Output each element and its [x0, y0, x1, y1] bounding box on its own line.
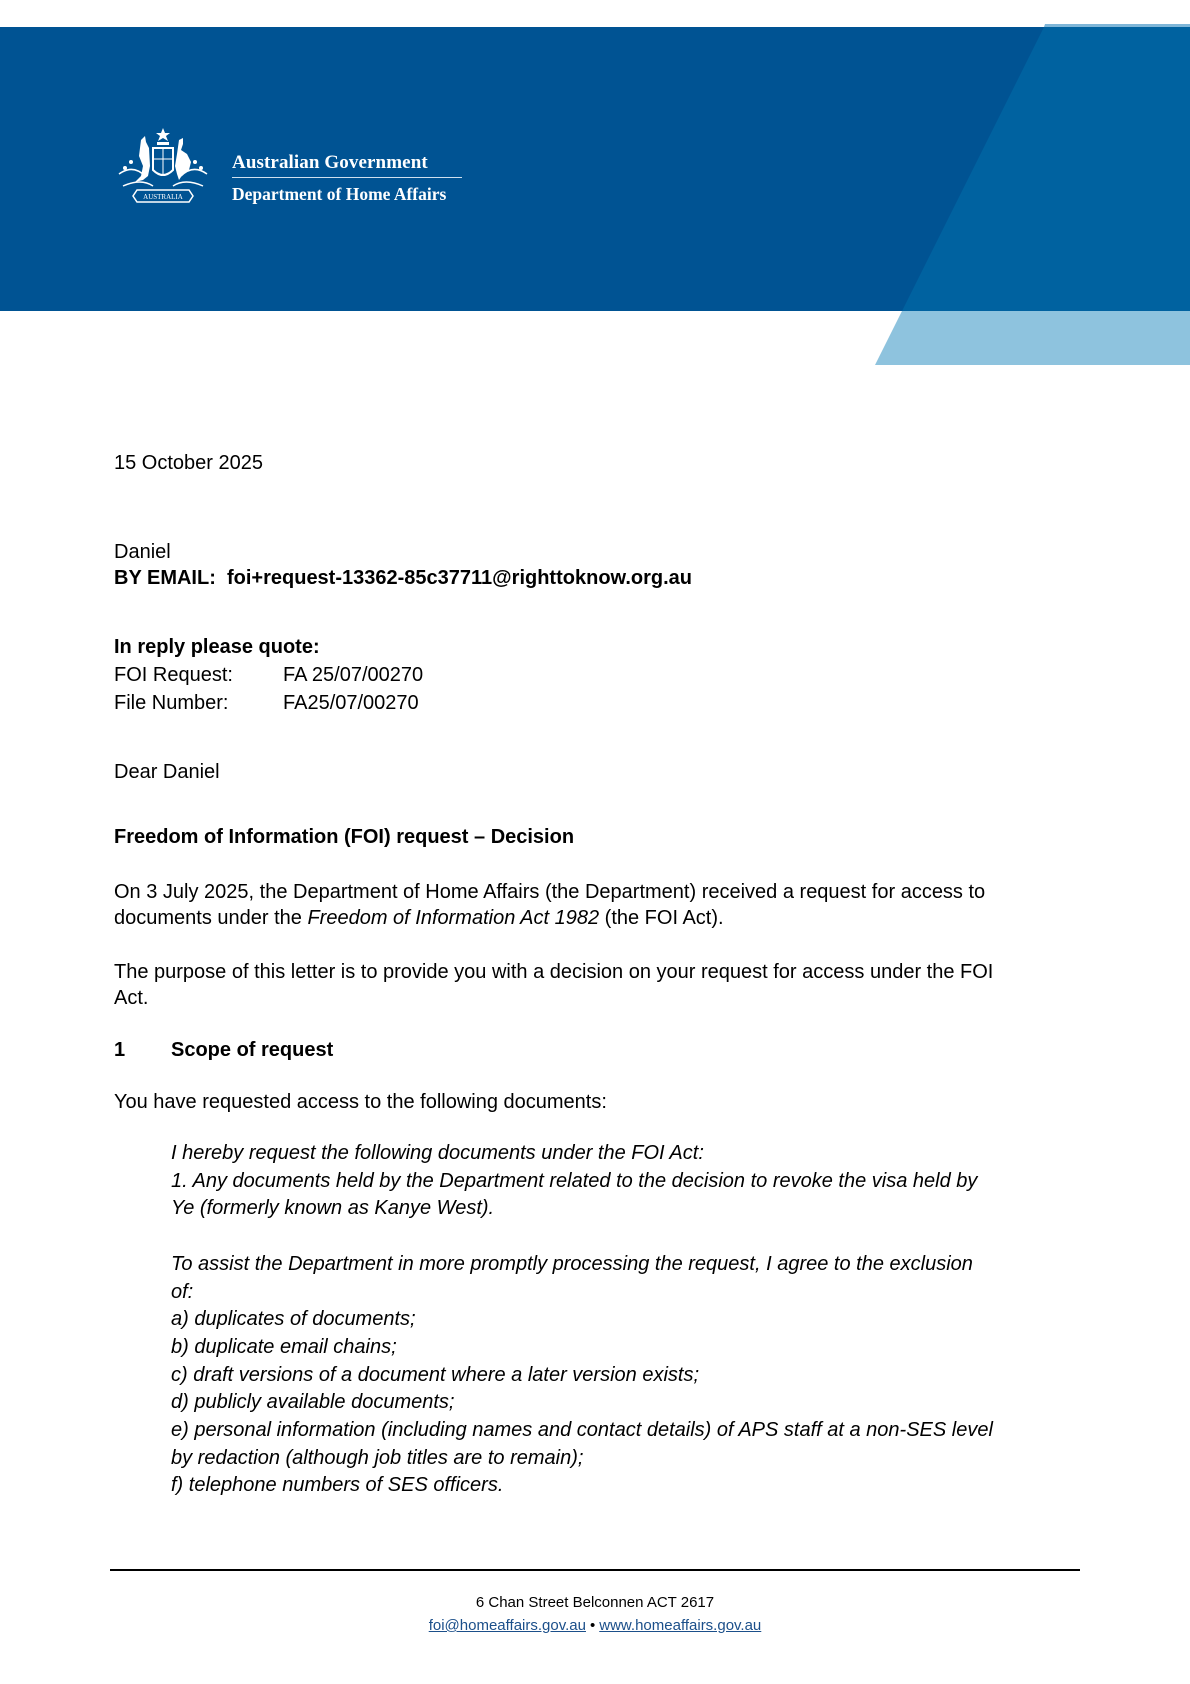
footer-website-link[interactable]: www.homeaffairs.gov.au	[599, 1617, 762, 1634]
quote-line: of:	[171, 1280, 194, 1303]
quote-line: c) draft versions of a document where a later version exists;	[171, 1363, 700, 1386]
letter-date: 15 October 2025	[114, 452, 263, 474]
section-intro: You have requested access to the following documents:	[114, 1091, 607, 1113]
footer-address: 6 Chan Street Belconnen ACT 2617	[475, 1594, 715, 1611]
quote-line: a) duplicates of documents;	[171, 1308, 416, 1331]
reply-quote-label: In reply please quote:	[114, 636, 320, 658]
svg-text:AUSTRALIA: AUSTRALIA	[143, 193, 183, 201]
quote-line: I hereby request the following documents under the FOI Act:	[171, 1142, 704, 1164]
footer-rule	[110, 1569, 1080, 1571]
footer-links	[0, 1616, 1190, 1636]
footer-email-link[interactable]: foi@homeaffairs.gov.au	[428, 1617, 586, 1634]
quote-line: Ye (formerly known as Kanye West).	[171, 1197, 495, 1220]
para1-text: documents under the	[114, 907, 308, 929]
para1-text-end: (the FOI Act).	[599, 907, 724, 929]
para2-line2: Act.	[114, 987, 149, 1009]
coat-of-arms-icon	[113, 126, 225, 210]
section-number: 1	[114, 1039, 126, 1061]
para1-line2	[114, 905, 724, 931]
quote-line: by redaction (although job titles are to remain);	[171, 1446, 584, 1469]
para2-line1: The purpose of this letter is to provide you with a decision on your request for access under the FOI	[114, 961, 994, 983]
recipient-email-line	[114, 565, 692, 591]
quote-line: d) publicly available documents;	[171, 1391, 455, 1414]
reference-row-foi-request	[114, 662, 424, 688]
department-name: Department of Home Affairs	[232, 184, 447, 204]
act-title: Freedom of Information Act 1982	[307, 907, 600, 929]
quote-line: b) duplicate email chains;	[171, 1335, 397, 1358]
banner-light-blue-band	[875, 311, 1190, 365]
reference-value: FA25/07/00270	[283, 692, 419, 714]
logo-divider	[232, 177, 462, 178]
salutation: Dear Daniel	[114, 761, 220, 783]
banner-top-accent-strip	[1044, 24, 1190, 27]
reference-value: FA 25/07/00270	[283, 664, 424, 686]
quote-line: e) personal information (including names and contact details) of APS staff at a non-SES level	[171, 1419, 993, 1441]
reference-label: File Number:	[114, 692, 229, 714]
letter-subject: Freedom of Information (FOI) request – Decision	[114, 826, 575, 848]
reference-row-file-number	[114, 690, 419, 716]
quote-line: f) telephone numbers of SES officers.	[171, 1474, 504, 1497]
recipient-email[interactable]: foi+request-13362-85c37711@righttoknow.org.au	[226, 567, 693, 589]
recipient-name: Daniel	[114, 541, 171, 563]
section-title: Scope of request	[171, 1039, 334, 1061]
organisation-name: Australian Government	[232, 152, 428, 173]
quote-line: To assist the Department in more promptly processing the request, I agree to the exclusion	[171, 1252, 973, 1275]
by-email-label: BY EMAIL:	[114, 567, 216, 589]
footer-separator: •	[589, 1617, 596, 1634]
para1-line1: On 3 July 2025, the Department of Home Affairs (the Department) received a request for access to	[114, 881, 986, 903]
quote-line: 1. Any documents held by the Department related to the decision to revoke the visa held by	[171, 1169, 978, 1192]
reference-label: FOI Request:	[114, 664, 233, 686]
